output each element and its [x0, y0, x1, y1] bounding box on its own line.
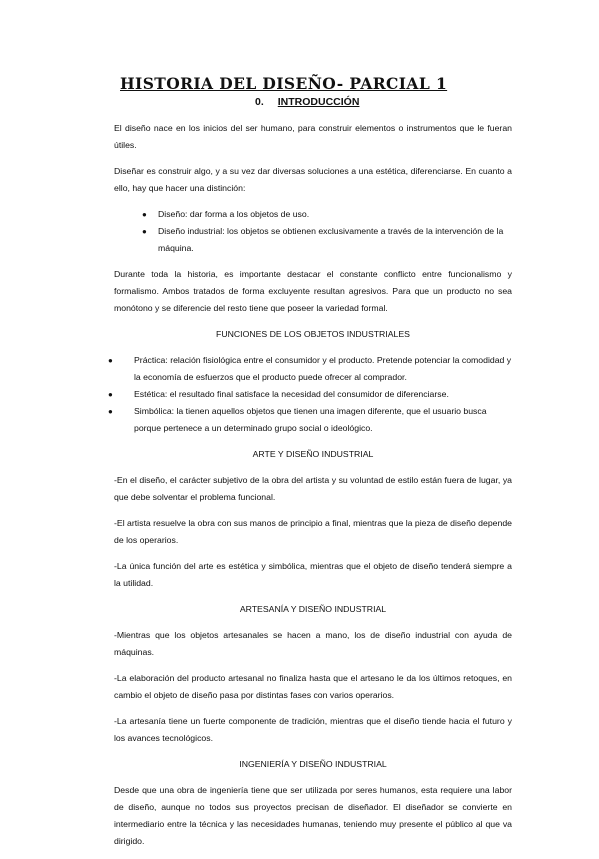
list-item-text: Diseño industrial: los objetos se obtienen exclusivamente a través de la intervención de la máquina.	[158, 226, 504, 253]
list-item-text: Estética: el resultado final satisface la necesidad del consumidor de diferenciarse.	[134, 389, 449, 399]
intro-paragraph: Diseñar es construir algo, y a su vez dar diversas soluciones a una estética, diferenciarse. En cuanto a ello, hay que hacer una distinción:	[114, 166, 512, 193]
list-item	[114, 206, 512, 223]
funciones-bullet-list	[108, 352, 512, 437]
list-item-text: Práctica: relación fisiológica entre el consumidor y el producto. Pretende potenciar la comodidad y la economía de esfuerzos que el producto puede ofrecer al comprador.	[134, 355, 512, 382]
intro-paragraph: El diseño nace en los inicios del ser humano, para construir elementos o instrumentos que le fueran útiles.	[114, 123, 512, 150]
section-label: INTRODUCCIÓN	[277, 96, 360, 108]
bullet-icon: ●	[108, 390, 113, 399]
artesania-paragraph: -Mientras que los objetos artesanales se hacen a mano, los de diseño industrial con ayuda de máquinas.	[114, 630, 512, 657]
list-item	[108, 403, 512, 437]
artesania-paragraph: -La elaboración del producto artesanal no finaliza hasta que el artesano le da los últimos retoques, en cambio el objeto de diseño pasa por distintas fases con varios operarios.	[114, 673, 512, 700]
list-item-text: Diseño: dar forma a los objetos de uso.	[158, 209, 310, 219]
section-heading-introduccion	[255, 96, 359, 108]
arte-paragraph: -El artista resuelve la obra con sus manos de principio a final, mientras que la pieza de diseño depende de los operarios.	[114, 518, 512, 545]
list-item-text: Simbólica: la tienen aquellos objetos que tienen una imagen diferente, que el usuario busca porque pertenece a un determinado grupo social o ideológico.	[134, 406, 487, 433]
bullet-icon: ●	[142, 210, 147, 219]
arte-paragraph: -En el diseño, el carácter subjetivo de la obra del artista y su voluntad de estilo están fuera de lugar, ya que debe solventar el problema funcional.	[114, 475, 512, 502]
section-heading-arte: ARTE Y DISEÑO INDUSTRIAL	[252, 449, 374, 459]
bullet-icon: ●	[142, 227, 147, 236]
bullet-icon: ●	[108, 356, 113, 365]
intro-bullet-list	[114, 206, 512, 257]
section-number: 0.	[255, 96, 264, 108]
artesania-paragraph: -La artesanía tiene un fuerte componente de tradición, mientras que el diseño tiende hacia el futuro y los avances tecnológicos.	[114, 716, 512, 743]
list-item	[108, 352, 512, 386]
intro-closing-paragraph: Durante toda la historia, es importante destacar el constante conflicto entre funcionalismo y formalismo. Ambos tratados de forma excluyente resultan agresivos. Para que un producto no sea monótono y se diferencie del resto tiene que poseer la variedad formal.	[114, 269, 512, 313]
section-heading-artesania: ARTESANÍA Y DISEÑO INDUSTRIAL	[239, 604, 387, 614]
section-heading-funciones: FUNCIONES DE LOS OBJETOS INDUSTRIALES	[216, 329, 410, 339]
document-title: HISTORIA DEL DISEÑO- PARCIAL 1	[120, 74, 448, 93]
document-body	[108, 120, 512, 859]
list-item	[108, 386, 512, 403]
arte-paragraph: -La única función del arte es estética y simbólica, mientras que el objeto de diseño tenderá siempre a la utilidad.	[114, 561, 512, 588]
ingenieria-paragraph: Desde que una obra de ingeniería tiene que ser utilizada por seres humanos, esta requiere una labor de diseño, aunque no todos sus proyectos precisan de diseñador. El diseñador se convierte en intermediario entre la técnica y las necesidades humanas, teniendo muy presente el público al que va dirigido.	[114, 785, 512, 846]
bullet-icon: ●	[108, 407, 113, 416]
list-item	[114, 223, 512, 257]
section-heading-ingenieria: INGENIERÍA Y DISEÑO INDUSTRIAL	[239, 759, 387, 769]
